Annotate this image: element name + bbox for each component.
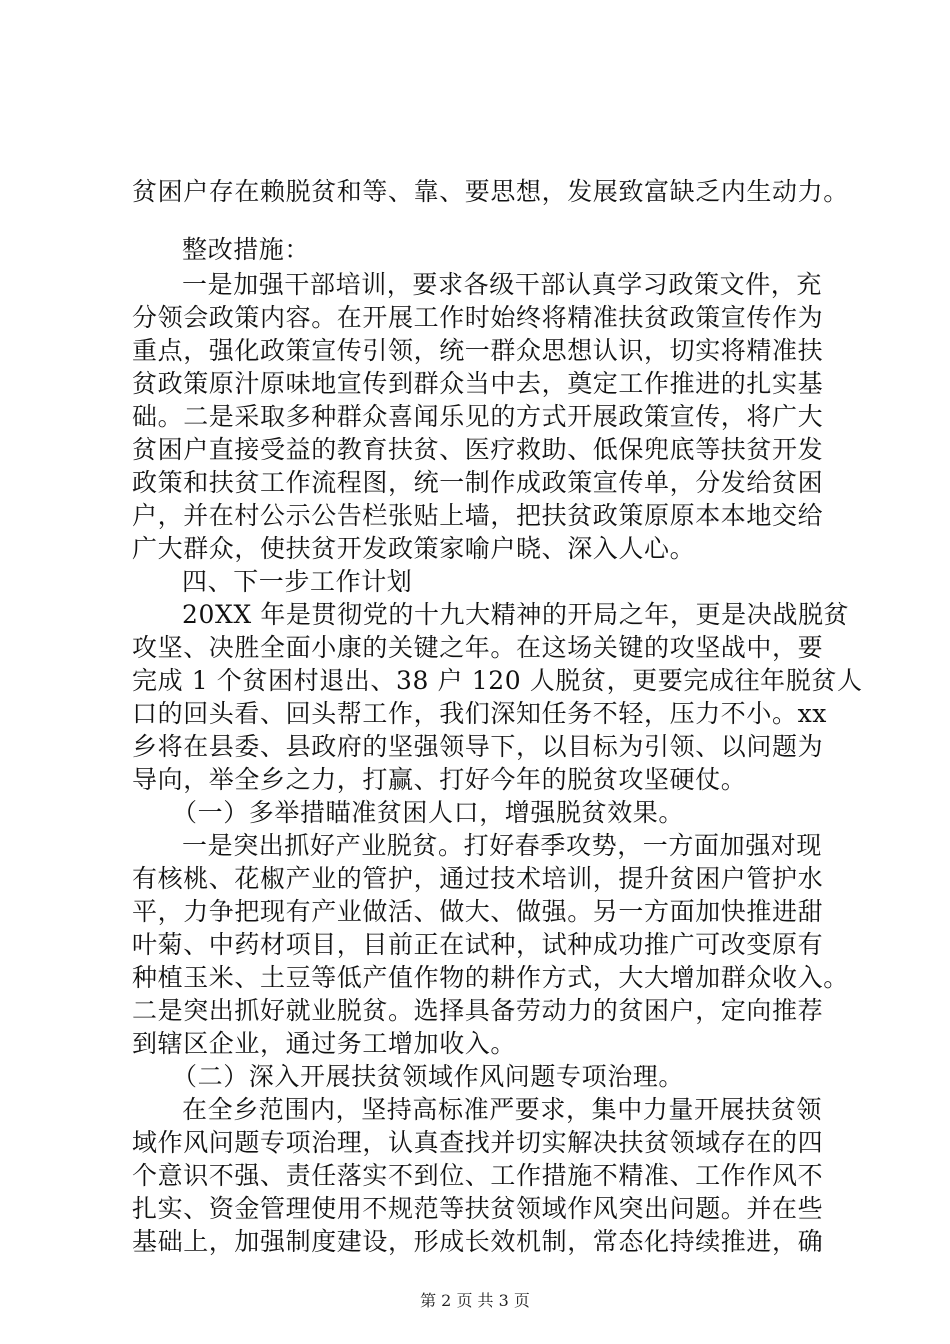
text-line-9: 政策和扶贫工作流程图，统一制作成政策宣传单，分发给贫困 <box>132 468 824 497</box>
text-line-5: 重点，强化政策宣传引领，统一群众思想认识，切实将精准扶 <box>132 336 824 365</box>
text-line-1: 贫困户存在赖脱贫和等、靠、要思想，发展致富缺乏内生动力。 <box>132 177 849 206</box>
text-line-11: 广大群众，使扶贫开发政策家喻户晓、深入人心。 <box>132 534 696 563</box>
text-line-6: 贫政策原汁原味地宣传到群众当中去，奠定工作推进的扎实基 <box>132 369 824 398</box>
text-line-29: 域作风问题专项治理，认真查找并切实解决扶贫领域存在的四 <box>132 1128 824 1157</box>
text-line-30: 个意识不强、责任落实不到位、工作措施不精准、工作作风不 <box>132 1161 824 1190</box>
text-line-28: 在全乡范围内，坚持高标准严要求，集中力量开展扶贫领 <box>182 1095 823 1124</box>
text-line-26: 到辖区企业，通过务工增加收入。 <box>132 1029 517 1058</box>
text-line-20: 一是突出抓好产业脱贫。打好春季攻势，一方面加强对现 <box>182 831 823 860</box>
text-line-16: 口的回头看、回头帮工作，我们深知任务不轻，压力不小。xx <box>132 699 828 728</box>
text-line-12: 四、下一步工作计划 <box>182 567 413 596</box>
text-line-8: 贫困户直接受益的教育扶贫、医疗救助、低保兜底等扶贫开发 <box>132 435 824 464</box>
text-line-19: （一）多举措瞄准贫困人口，增强脱贫效果。 <box>172 798 685 827</box>
text-line-32: 基础上，加强制度建设，形成长效机制，常态化持续推进，确 <box>132 1227 824 1256</box>
text-line-17: 乡将在县委、县政府的坚强领导下，以目标为引领、以问题为 <box>132 732 824 761</box>
text-line-23: 叶菊、中药材项目，目前正在试种，试种成功推广可改变原有 <box>132 930 824 959</box>
text-line-4: 分领会政策内容。在开展工作时始终将精准扶贫政策宣传作为 <box>132 303 824 332</box>
text-line-3: 一是加强干部培训，要求各级干部认真学习政策文件，充 <box>182 270 823 299</box>
page-number-footer: 第 2 页 共 3 页 <box>420 1291 530 1310</box>
text-line-24: 种植玉米、土豆等低产值作物的耕作方式，大大增加群众收入。 <box>132 963 849 992</box>
text-line-31: 扎实、资金管理使用不规范等扶贫领域作风突出问题。并在些 <box>132 1194 824 1223</box>
text-line-7: 础。二是采取多种群众喜闻乐见的方式开展政策宣传，将广大 <box>132 402 824 431</box>
text-line-25: 二是突出抓好就业脱贫。选择具备劳动力的贫困户，定向推荐 <box>132 996 824 1025</box>
text-line-27: （二）深入开展扶贫领域作风问题专项治理。 <box>172 1062 685 1091</box>
text-line-21: 有核桃、花椒产业的管护，通过技术培训，提升贫困户管护水 <box>132 864 824 893</box>
text-line-14: 攻坚、决胜全面小康的关键之年。在这场关键的攻坚战中，要 <box>132 633 824 662</box>
text-line-13: 20XX 年是贯彻党的十九大精神的开局之年，更是决战脱贫 <box>182 600 850 629</box>
text-line-15: 完成 1 个贫困村退出、38 户 120 人脱贫，更要完成往年脱贫人 <box>132 666 863 695</box>
text-line-22: 平，力争把现有产业做活、做大、做强。另一方面加快推进甜 <box>132 897 824 926</box>
text-line-18: 导向，举全乡之力，打赢、打好今年的脱贫攻坚硬仗。 <box>132 765 747 794</box>
text-line-10: 户，并在村公示公告栏张贴上墙，把扶贫政策原原本本地交给 <box>132 501 824 530</box>
text-line-2: 整改措施： <box>182 235 311 264</box>
